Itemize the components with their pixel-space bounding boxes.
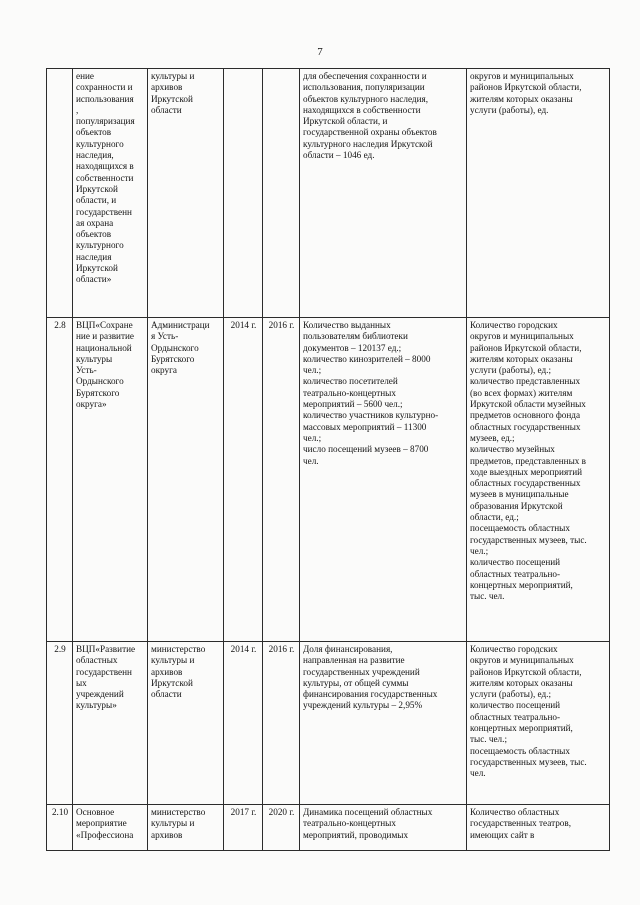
program-name-cell: Основное мероприятие «Профессиона — [73, 805, 148, 851]
goals-cell: Количество городских округов и муниципальных районов Иркутской области, жителям которых оказаны услуги (работы), ед.; количество посещений областных театрально- концертных мероприятий, тыс. чел.; посещаемость областных государственных музеев, тыс. чел. — [467, 642, 610, 805]
end-year-cell: 2016 г. — [263, 642, 300, 805]
page-number: 7 — [317, 46, 323, 58]
row-number-cell: 2.8 — [47, 318, 73, 642]
start-year-cell: 2014 г. — [224, 642, 263, 805]
start-year-cell: 2017 г. — [224, 805, 263, 851]
executor-cell: министерство культуры и архивов Иркутской области — [148, 642, 224, 805]
end-year-cell: 2020 г. — [263, 805, 300, 851]
indicators-cell: Динамика посещений областных театрально-концертных мероприятий, проводимых — [300, 805, 467, 851]
executor-cell: Администраци я Усть- Ордынского Бурятского округа — [148, 318, 224, 642]
goals-cell: Количество областных государственных театров, имеющих сайт в — [467, 805, 610, 851]
program-table — [46, 68, 610, 851]
table-row — [47, 69, 610, 318]
table-row — [47, 318, 610, 642]
table-row — [47, 642, 610, 805]
row-number-cell: 2.10 — [47, 805, 73, 851]
indicators-cell: Количество выданных пользователям библиотеки документов – 120137 ед.; количество кинозрителей – 8000 чел.; количество посетителей театрально-концертных мероприятий – 5600 чел.; количество участников культурно- массовых мероприятий – 11300 чел.; число посещений музеев – 8700 чел. — [300, 318, 467, 642]
indicators-cell: для обеспечения сохранности и использования, популяризации объектов культурного наследия, находящихся в собственности Иркутской области, и государственной охраны объектов культурного наследия Иркутской области – 1046 ед. — [300, 69, 467, 318]
table-row — [47, 805, 610, 851]
executor-cell: министерство культуры и архивов — [148, 805, 224, 851]
program-name-cell: ение сохранности и использования , популяризация объектов культурного наследия, находящихся в собственности Иркутской области, и государственн ая охрана объектов культурного наследия Иркутской области» — [73, 69, 148, 318]
program-name-cell: ВЦП«Развитие областных государственн ых учреждений культуры» — [73, 642, 148, 805]
row-number-cell: 2.9 — [47, 642, 73, 805]
program-name-cell: ВЦП«Сохране ние и развитие национальной культуры Усть- Ордынского Бурятского округа» — [73, 318, 148, 642]
end-year-cell: 2016 г. — [263, 318, 300, 642]
end-year-cell — [263, 69, 300, 318]
start-year-cell: 2014 г. — [224, 318, 263, 642]
start-year-cell — [224, 69, 263, 318]
executor-cell: культуры и архивов Иркутской области — [148, 69, 224, 318]
goals-cell: округов и муниципальных районов Иркутской области, жителям которых оказаны услуги (работы), ед. — [467, 69, 610, 318]
indicators-cell: Доля финансирования, направленная на развитие государственных учреждений культуры, от общей суммы финансирования государственных учреждений культуры – 2,95% — [300, 642, 467, 805]
goals-cell: Количество городских округов и муниципальных районов Иркутской области, жителям которых оказаны услуги (работы), ед.; количество представленных (во всех формах) жителям Иркутской области музейных предметов основного фонда областных государственных музеев, ед.; количество музейных предметов, представленных в ходе выездных мероприятий областных государственных музеев в муниципальные образования Иркутской области, ед.; посещаемость областных государственных музеев, тыс. чел.; количество посещений областных театрально- концертных мероприятий, тыс. чел. — [467, 318, 610, 642]
row-number-cell — [47, 69, 73, 318]
